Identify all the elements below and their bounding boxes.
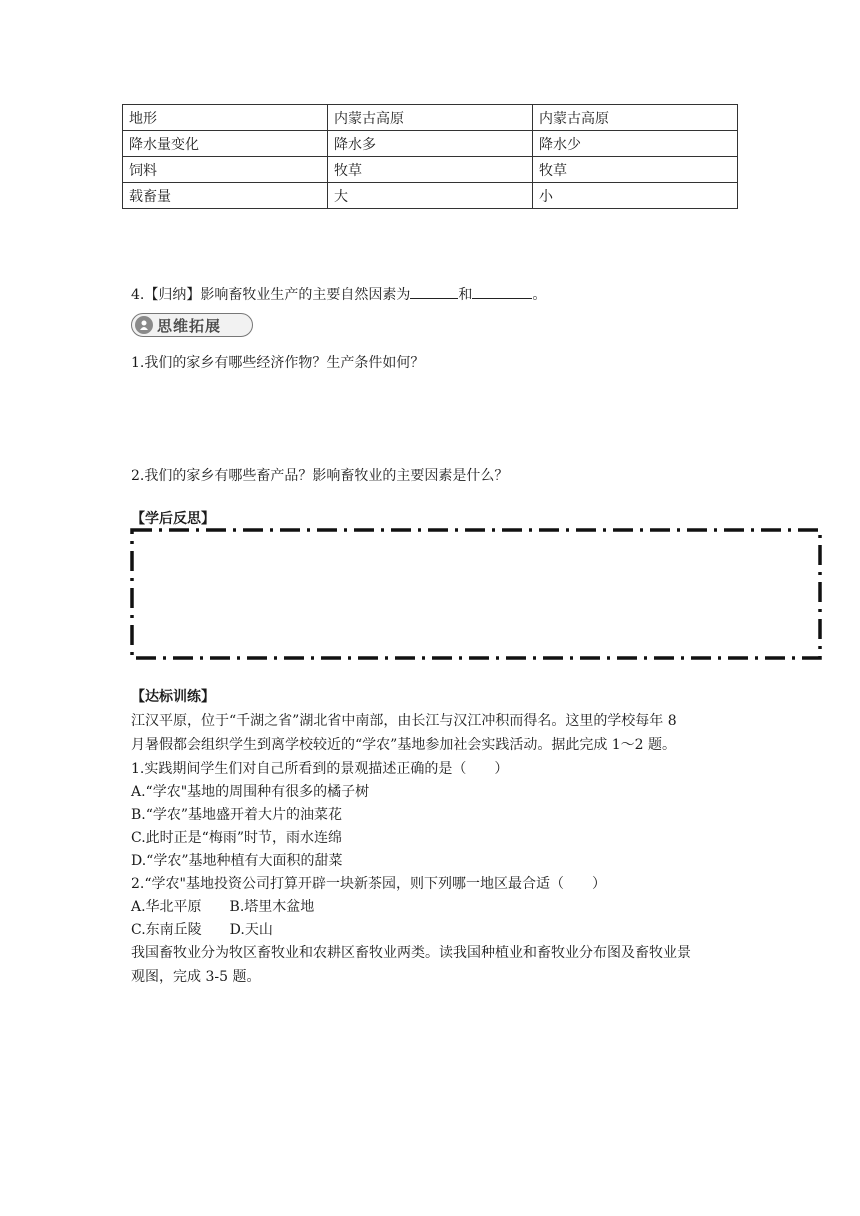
thinking-extension-badge bbox=[131, 313, 253, 337]
question-1-option-c[interactable]: C.此时正是“梅雨”时节，雨水连绵 bbox=[131, 830, 342, 846]
table-row bbox=[123, 157, 738, 183]
table-cell: 载畜量 bbox=[123, 183, 328, 209]
question-2: 2.“学农"基地投资公司打算开辟一块新茶园，则下列哪一地区最合适（ ） bbox=[131, 876, 606, 892]
reflection-heading: 【学后反思】 bbox=[131, 511, 215, 527]
table-cell: 小 bbox=[533, 183, 738, 209]
question-1-option-b[interactable]: B.“学农”基地盛开着大片的油菜花 bbox=[131, 807, 343, 823]
extension-question-2: 2.我们的家乡有哪些畜产品？影响畜牧业的主要因素是什么？ bbox=[131, 468, 509, 484]
head-icon bbox=[135, 316, 153, 334]
question-1-option-a[interactable]: A.“学农"基地的周围种有很多的橘子树 bbox=[131, 784, 370, 800]
table-row bbox=[123, 105, 738, 131]
table-cell: 降水多 bbox=[328, 131, 533, 157]
training-passage-line: 江汉平原，位于“千湖之省”湖北省中南部，由长江与汉江冲积而得名。这里的学校每年 8 bbox=[131, 713, 677, 729]
question-2-options-cd[interactable]: C.东南丘陵 D.天山 bbox=[131, 922, 273, 938]
summary-prefix: 4.【归纳】影响畜牧业生产的主要自然因素为 bbox=[131, 287, 411, 303]
table-cell: 牧草 bbox=[533, 157, 738, 183]
training-passage-line: 月暑假都会组织学生到离学校较近的“学农”基地参加社会实践活动。据此完成 1～2 题。 bbox=[131, 737, 677, 753]
table-cell: 降水量变化 bbox=[123, 131, 328, 157]
table-cell: 大 bbox=[328, 183, 533, 209]
extension-question-1: 1.我们的家乡有哪些经济作物？生产条件如何？ bbox=[131, 355, 425, 371]
table-row bbox=[123, 183, 738, 209]
table-cell: 饲料 bbox=[123, 157, 328, 183]
passage-2-line: 我国畜牧业分为牧区畜牧业和农耕区畜牧业两类。读我国种植业和畜牧业分布图及畜牧业景 bbox=[131, 945, 691, 961]
table-row bbox=[123, 131, 738, 157]
table-cell: 牧草 bbox=[328, 157, 533, 183]
passage-2-line: 观图，完成 3-5 题。 bbox=[131, 969, 261, 985]
answer-blank-2[interactable] bbox=[472, 284, 532, 299]
badge-label: 思维拓展 bbox=[157, 316, 222, 335]
question-1: 1.实践期间学生们对自己所看到的景观描述正确的是（ ） bbox=[131, 761, 509, 777]
reflection-box[interactable] bbox=[130, 528, 822, 660]
table-cell: 内蒙古高原 bbox=[328, 105, 533, 131]
table-cell: 降水少 bbox=[533, 131, 738, 157]
comparison-table bbox=[122, 104, 738, 209]
question-1-option-d[interactable]: D.“学农”基地种植有大面积的甜菜 bbox=[131, 853, 343, 869]
question-2-options-ab[interactable]: A.华北平原 B.塔里木盆地 bbox=[131, 899, 315, 915]
training-heading: 【达标训练】 bbox=[131, 689, 215, 705]
table-cell: 内蒙古高原 bbox=[533, 105, 738, 131]
summary-question bbox=[131, 284, 546, 304]
answer-blank-1[interactable] bbox=[410, 284, 458, 299]
summary-suffix: 。 bbox=[532, 287, 547, 303]
summary-connector: 和 bbox=[458, 287, 473, 303]
table-cell: 地形 bbox=[123, 105, 328, 131]
